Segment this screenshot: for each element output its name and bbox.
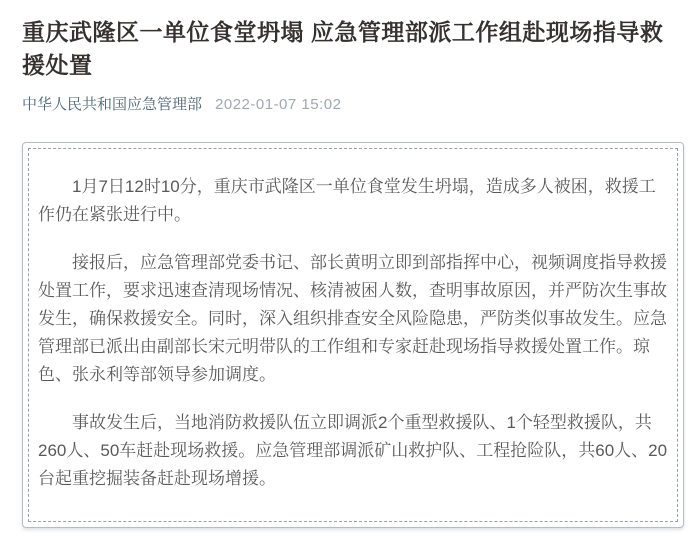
page-title: 重庆武隆区一单位食堂坍塌 应急管理部派工作组赴现场指导救援处置 (22, 19, 664, 78)
article-body (28, 148, 678, 522)
article-paragraph: 接报后，应急管理部党委书记、部长黄明立即到部指挥中心，视频调度指导救援处置工作，要求迅速查清现场情况、核清被困人数，查明事故原因，并严防次生事故发生，确保救援安全。同时，深入组织排查安全风险隐患，严防类似事故发生。应急管理部已派出由副部长宋元明带队的工作组和专家赶赴现场指导救援处置工作。琼色、张永利等部领导参加调度。 (38, 253, 667, 385)
article-source-link[interactable]: 中华人民共和国应急管理部 (22, 96, 203, 114)
article-paragraph: 1月7日12时10分，重庆市武隆区一单位食堂发生坍塌，造成多人被困，救援工作仍在紧张进行中。 (38, 177, 656, 225)
article-paragraph: 事故发生后，当地消防救援队伍立即调派2个重型救援队、1个轻型救援队，共260人、50车赶赴现场救援。应急管理部调派矿山救护队、工程抢险队，共60人、20台起重挖掘装备赶赴现场增援。 (38, 413, 668, 489)
article-body-box (22, 142, 684, 528)
article-meta (22, 95, 668, 115)
article-publish-date: 2022-01-07 15:02 (215, 96, 342, 114)
